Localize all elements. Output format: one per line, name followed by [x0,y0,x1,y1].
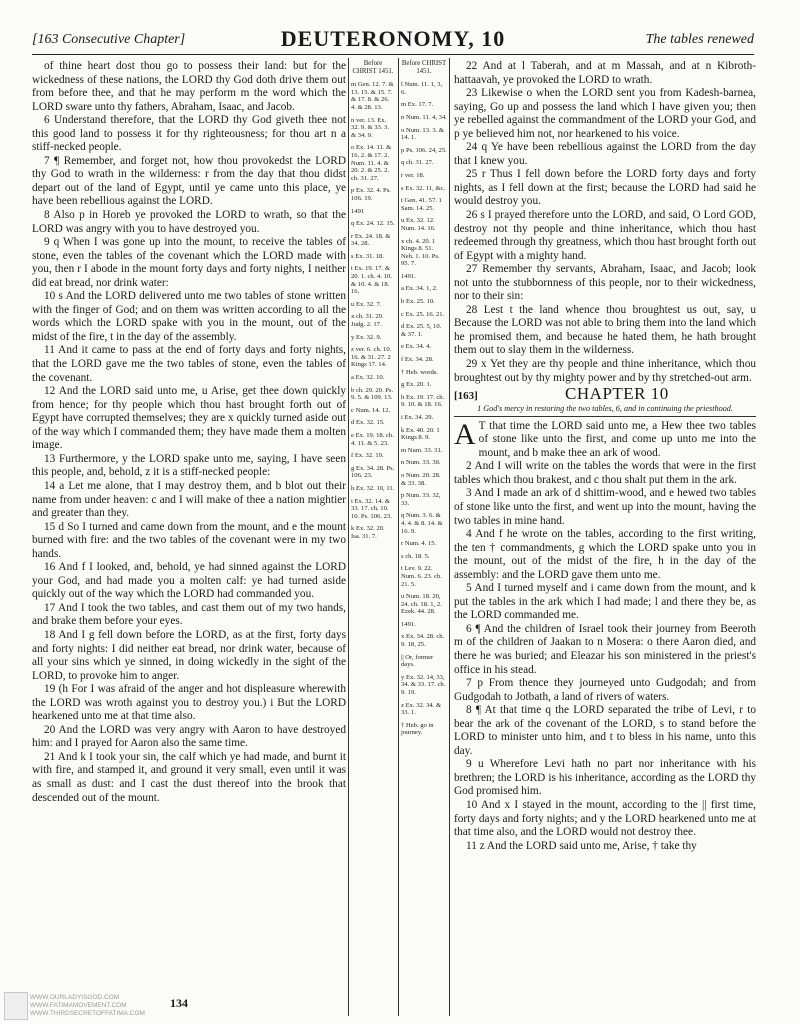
verse: 21 And k I took your sin, the calf which ye had made, and burnt it with fire, and stamped it, and ground it very small, even until it was as small as dust: and I cast the dust thereof into the brook that descended out of the mount. [32,750,346,804]
verse: 6 ¶ And the children of Israel took their journey from Beeroth m of the children of Jaakan to n Mosera: o there Aaron died, and there he was buried; and Eleazar his son ministered in the priest's office in his stead. [454,622,756,676]
verse: 23 Likewise o when the LORD sent you from Kadesh-barnea, saying, Go up and possess the land which I have given you; then ye rebelled against the commandment of the LORD your God, and p ye believed him not, nor hearkened to his voice. [454,87,756,140]
margin-reference: i Ex. 32. 14. & 33. 17. ch. 10. 10. Ps. 106. 23. [351,497,392,520]
margin-reference: c Num. 14. 12. [351,406,391,414]
margin-reference: z Ex. 32. 34. & 33. 1. [401,701,442,717]
verse: 27 Remember thy servants, Abraham, Isaac, and Jacob; look not unto the stubbornness of this people, nor to their wickedness, nor to their sin: [454,263,756,303]
margin-reference: l Num. 11. 1, 3, 6. [401,81,443,96]
verse: 12 And the LORD said unto me, u Arise, get thee down quickly from hence; for thy people which thou hast brought forth out of Egypt have corrupted themselves; they are x quickly turned aside out of the way which I commanded them; they have made them a molten image. [32,385,346,452]
margin-reference: e Ex. 19. 18. ch. 4. 11. & 5. 23. [351,431,394,447]
verse: 10 And x I stayed in the mount, according to the || first time, forty days and forty nights; and y the LORD hearkened unto me at that time also, and the LORD would not destroy thee. [454,798,756,839]
margin-reference: e Ex. 34. 4. [401,343,432,351]
margin-reference: || Or, former days. [401,653,434,669]
before-christ-label: Before CHRIST 1451. [352,60,394,75]
verse: 16 And f I looked, and, behold, ye had sinned against the LORD your God, and had made you a molten calf: ye had turned aside quickly out of the way which the LORD had commanded you. [32,561,346,601]
margin-reference: n Num. 11. 4, 34. [401,113,447,121]
column-divider [449,58,450,1016]
margin-reference: m Gen. 12. 7. & 13. 15. & 15. 7. & 17. 8. & 26. 4. & 28. 13. [351,81,394,111]
chapter-consecutive-number: [163] [454,390,478,403]
margin-reference: p Ps. 106. 24, 25. [401,146,447,154]
chapter-heading [454,384,756,404]
margin-reference: † Heb. go in journey. [401,721,434,737]
margin-reference: 1491. [401,620,416,628]
margin-reference: d Ex. 32. 15. [351,419,385,427]
verse: 25 r Thus I fell down before the LORD forty days and forty nights, as I fell down at the first; because the LORD had said he would destroy you. [454,168,756,208]
margin-reference: r Ex. 24. 18. & 34. 28. [351,232,391,248]
margin-reference: r Num. 4. 15. [401,540,437,548]
verse: 7 p From thence they journeyed unto Gudgodah; and from Gudgodah to Jotbath, a land of rivers of waters. [454,677,756,703]
chapter-title: CHAPTER 10 [565,384,669,404]
verse: 15 d So I turned and came down from the mount, and e the mount burned with fire: and the two tables of the covenant were in my two hands. [32,520,346,560]
verse: 29 x Yet they are thy people and thine inheritance, which thou broughtest out by thy mighty power and by thy stretched-out arm. [454,358,756,384]
verse: 8 ¶ At that time q the LORD separated the tribe of Levi, r to bear the ark of the covenant of the LORD, s to stand before the LORD to minister unto him, and t to bless in his name, unto this day. [454,704,756,757]
column-divider [398,58,399,1016]
margin-reference: t Ex. 19. 17. & 20. 1. ch. 4. 10. & 10. 4. & 18. 16. [351,265,392,296]
chapter-summary: 1 God's mercy in restoring the two tables, 6, and in continuing the priesthood. [454,404,756,417]
watermark-line: WWW.THIRDSECRETOFFATIMA.COM [30,1010,145,1017]
page-number: 134 [170,996,188,1010]
verse: 8 Also p in Horeb ye provoked the LORD to wrath, so that the LORD was angry with you to have destroyed you. [32,209,346,235]
margin-reference: t Lev. 9. 22. Num. 6. 23. ch. 21. 5. [401,565,442,588]
margin-reference: 1491. [401,272,416,280]
margin-reference: o Ex. 14. 11. & 16. 2. & 17. 2. Num. 11. 4. & 20. 2. & 25. 2. ch. 31. 27. [351,144,392,182]
verse: 11 And it came to pass at the end of forty days and forty nights, that the LORD gave me the two tables of stone, even the tables of the covenant. [32,344,346,384]
margin-reference: x Ex. 34. 28. ch. 9. 18, 25. [401,633,445,649]
margin-reference: q Num. 3. 6. & 4. 4. & 8. 14. & 16. 9. [401,512,443,535]
watermark-urls [30,994,145,1018]
column-divider [348,58,349,1016]
verse: 19 (h For I was afraid of the anger and hot displeasure wherewith the LORD was wroth against you to destroy you.) i But the LORD hearkened unto me at that time also. [32,683,346,723]
watermark-line: WWW.FATIMAMOVEMENT.COM [30,1002,127,1009]
left-margin-references [351,60,395,546]
margin-reference: m Ex. 17. 7. [401,101,434,109]
watermark-logo [4,992,28,1020]
verse: 2 And I will write on the tables the words that were in the first tables which thou brakest, and c thou shalt put them in the ark. [454,460,756,486]
margin-reference: b Ex. 25. 10. [401,298,435,306]
margin-reference: i Ex. 34. 29. [401,414,434,421]
verse: 9 u Wherefore Levi hath no part nor inheritance with his brethren; the LORD is his inheritance, according as the LORD thy God promised him. [454,758,756,798]
margin-reference: b ch. 29. 20. Ps. 9. 5. & 109. 13. [351,386,394,402]
margin-reference: a Ex. 34. 1, 2. [401,285,438,293]
verse: 10 s And the LORD delivered unto me two tables of stone written with the finger of God; and on them was written according to all the words which the LORD spake with you in the mount, out of the midst of the fire, t in the day of the assembly. [32,290,346,343]
margin-reference: s ch. 18. 5. [401,552,430,560]
right-text-column [454,60,756,853]
watermark-line: WWW.OURLADYISGOD.COM [30,994,120,1001]
margin-reference: a Ex. 32. 10. [351,374,385,381]
margin-reference: d Ex. 25. 5, 10. & 37. 1. [401,323,442,338]
margin-reference: p Ex. 32. 4. Ps. 106. 19. [351,187,391,202]
margin-reference: g Ex. 20. 1. [401,381,432,389]
margin-reference: n ver. 13. Ex. 32. 9. & 33. 3. & 34. 9. [351,116,390,139]
page-header [32,26,754,55]
drop-cap: A [454,417,476,451]
margin-reference: p Num. 33. 32, 33. [401,492,441,507]
verse: 24 q Ye have been rebellious against the LORD from the day that I knew you. [454,141,756,167]
verse: 7 ¶ Remember, and forget not, how thou provokedst the LORD thy God to wrath in the wilderness: r from the day that thou didst depart out of the land of Egypt, until ye came unto this place, ye have been rebellious against the LORD. [32,154,346,208]
margin-reference: o Num. 20. 28. & 33. 38. [401,471,441,487]
margin-reference: † Heb. words. [401,368,438,376]
margin-reference: h Ex. 32. 10, 11. [351,484,395,492]
chapter-10-verses [454,460,756,853]
verse: 28 Lest t the land whence thou broughtest us out, say, u Because the LORD was not able to bring them into the land which he promised them, and because he hated them, he hath brought them out to slay them in the wilderness. [454,303,756,357]
verse: 5 And I turned myself and i came down from the mount, and k put the tables in the ark which I had made; l and there they be, as the LORD commanded me. [454,582,756,622]
margin-reference: q ch. 31. 27. [401,159,434,167]
verse: 9 q When I was gone up into the mount, to receive the tables of stone, even the tables of the covenant which the LORD made with you, then r I abode in the mount forty days and forty nights, I neither did eat bread, nor drink water: [32,236,346,289]
margin-reference: u Num. 18. 20, 24. ch. 18. 1, 2. Ezek. 44. 28. [401,593,442,616]
margin-reference: x ch. 4. 20. 1 Kings 8. 51. Neh. 1. 10. Ps. 95. 7. [401,237,440,268]
verse-text: T that time the LORD said unto me, a Hew thee two tables of stone like unto the first, and come up unto me into the mount, and b make thee an ark of wood. [478,419,756,459]
margin-reference: s Ex. 32. 11, &c. [401,184,446,192]
margin-reference: g Ex. 34. 28. Ps. 106. 23. [351,464,395,480]
margin-reference: t Gen. 41. 57. 1 Sam. 14. 25. [401,197,442,212]
margin-reference: m Num. 33. 31. [401,446,443,454]
left-text-column [32,60,346,805]
verse: 14 a Let me alone, that I may destroy them, and b blot out their name from under heaven: c and I will make of thee a nation mightier and greater than they. [32,479,346,520]
margin-reference: x ch. 31. 29. Judg. 2. 17. [351,313,384,329]
margin-reference: h Ex. 19. 17. ch. 9. 10. & 18. 16. [401,393,445,409]
before-christ-label: Before CHRIST 1451. [401,60,447,75]
margin-reference: u Ex. 32. 7. [351,300,382,308]
margin-reference: o Num. 13. 3. & 14. 1. [401,126,445,142]
verse: 18 And I g fell down before the LORD, as at the first, forty days and forty nights: I did neither eat bread, nor drink water, because of all your sins which ye sinned, in doing wickedly in the sight of the LORD, to provoke him to anger. [32,628,346,682]
margin-reference: c Ex. 25. 16. 21. [401,310,445,318]
verse: 4 And f he wrote on the tables, according to the first writing, the ten † commandments, g which the LORD spake unto you in the mount, out of the midst of the fire, h in the day of the assembly: and the LORD gave them unto me. [454,528,756,581]
margin-reference: f Ex. 34. 28. [401,356,434,364]
margin-reference: n Num. 33. 30. [401,459,441,467]
margin-reference: u Ex. 32. 12. Num. 14. 16. [401,217,436,232]
verse: of thine heart dost thou go to possess their land: but for the wickedness of these nations, the LORD thy God doth drive them out from before thee, and that he may perform m the word which the LORD sware unto thy fathers, Abraham, Isaac, and Jacob. [32,60,346,113]
margin-reference: q Ex. 24. 12. 15. [351,220,395,228]
verse: 13 Furthermore, y the LORD spake unto me, saying, I have seen this people, and, behold, z it is a stiff-necked people: [32,452,346,479]
margin-reference: y Ex. 32. 9. [351,333,382,341]
verse [454,417,756,461]
margin-reference: r ver. 18. [401,171,425,179]
verse: 20 And the LORD was very angry with Aaron to have destroyed him: and I prayed for Aaron also the same time. [32,723,346,750]
margin-reference: 1491 [351,207,365,215]
margin-reference: k Ex. 40. 20. 1 Kings 8. 9. [401,426,440,442]
verse: 3 And I made an ark of d shittim-wood, and e hewed two tables of stone like unto the first, and went up into the mount, having the two tables in mine hand. [454,487,756,527]
verse: 26 s I prayed therefore unto the LORD, and said, O Lord GOD, destroy not thy people and thine inheritance, which thou hast redeemed through thy greatness, which thou hast brought forth out of Egypt with a mighty hand. [454,209,756,262]
section-heading: The tables renewed [645,32,754,47]
chapter-9-continuation [454,60,756,385]
consecutive-chapter-label: [163 Consecutive Chapter] [32,32,186,47]
verse: 17 And I took the two tables, and cast them out of my two hands, and brake them before your eyes. [32,601,346,628]
margin-reference: f Ex. 32. 19. [351,452,384,460]
verse: 22 And at l Taberah, and at m Massah, and at n Kibroth-hattaavah, ye provoked the LORD to wrath. [454,60,756,86]
verse: 11 z And the LORD said unto me, Arise, † take thy [466,839,697,852]
book-title: DEUTERONOMY, 10 [280,26,506,51]
margin-reference: y Ex. 32. 14, 33, 34. & 33. 17. ch. 9. 19. [401,673,446,697]
margin-reference: z ver. 6. ch. 10. 16. & 31. 27. 2 Kings 17. 14. [351,346,392,369]
verse: 6 Understand therefore, that the LORD thy God giveth thee not this good land to possess it for thy righteousness; for thou art n a stiff-necked people. [32,114,346,154]
right-margin-references [401,60,447,742]
margin-reference: s Ex. 31. 18. [351,252,384,260]
margin-reference: k Ex. 32. 20. Isa. 31. 7. [351,525,385,540]
